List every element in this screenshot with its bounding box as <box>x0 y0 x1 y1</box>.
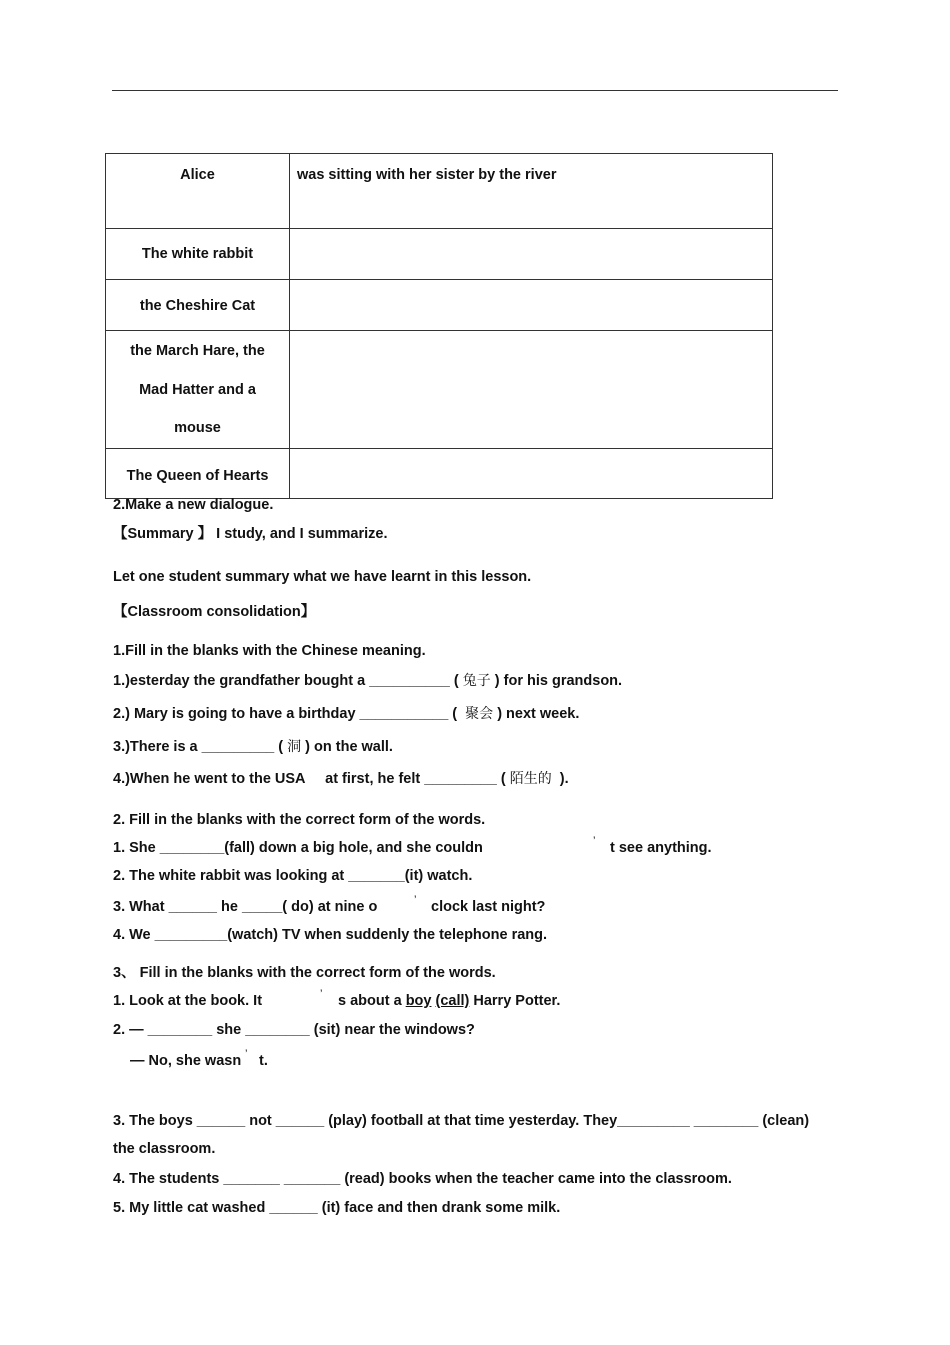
exercise-item: 4. The students _______ _______ (read) books when the teacher came into the classroom. <box>113 1171 732 1187</box>
apostrophe-mark: ’ <box>320 988 323 1000</box>
consolidation-heading: 【Classroom consolidation】 <box>113 604 316 620</box>
exercise-item: 4.)When he went to the USA at first, he felt _________ ( 陌生的 ). <box>113 771 569 787</box>
character-description-cell <box>290 154 773 229</box>
exercise-item: 3. What ______ he _____( do) at nine o <box>113 899 378 915</box>
part3-title: 3、 Fill in the blanks with the correct form of the words. <box>113 965 496 981</box>
part2-title: 2. Fill in the blanks with the correct form of the words. <box>113 812 486 828</box>
exercise-item: 2.) Mary is going to have a birthday ___________ ( 聚会 ) next week. <box>113 706 580 722</box>
exercise-item: 1. Look at the book. It <box>113 993 263 1009</box>
character-name-line: Mad Hatter and a <box>139 381 256 398</box>
summary-text: Let one student summary what we have learnt in this lesson. <box>113 569 532 585</box>
exercise-item: 3.)There is a _________ ( 洞 ) on the wall. <box>113 739 393 755</box>
exercise-item: 1.)esterday the grandfather bought a __________ ( 兔子 ) for his grandson. <box>113 673 623 689</box>
character-name: The white rabbit <box>141 246 254 262</box>
exercise-answer: — No, she wasn <box>130 1053 242 1069</box>
exercise-item-continuation: s about a boy (call) Harry Potter. <box>338 993 561 1009</box>
exercise-item: 2. The white rabbit was looking at _______(it) watch. <box>113 868 473 884</box>
dialogue-task: 2.Make a new dialogue. <box>113 497 274 513</box>
character-description-cell <box>290 229 773 280</box>
apostrophe-mark: ’ <box>593 835 596 847</box>
character-name-cell <box>106 448 290 498</box>
part1-title: 1.Fill in the blanks with the Chinese meaning. <box>113 643 426 659</box>
exercise-item: 2. — ________ she ________ (sit) near the windows? <box>113 1022 475 1038</box>
table-row <box>106 331 773 449</box>
apostrophe-mark: ’ <box>245 1048 248 1060</box>
character-name: Alice <box>180 167 215 183</box>
character-name-cell <box>106 331 290 449</box>
character-name: the Cheshire Cat <box>139 298 256 314</box>
character-name-cell <box>106 154 290 229</box>
exercise-item: 3. The boys ______ not ______ (play) football at that time yesterday. They_________ ________ (clean) <box>113 1113 810 1129</box>
apostrophe-mark: ’ <box>414 894 417 906</box>
character-name-cell <box>106 229 290 280</box>
exercise-item-continuation: the classroom. <box>113 1141 216 1157</box>
header-rule <box>112 90 838 91</box>
exercise-item-continuation: t see anything. <box>610 840 712 856</box>
character-description: was sitting with her sister by the river <box>297 167 557 183</box>
character-name-cell <box>106 280 290 331</box>
character-description-cell <box>290 280 773 331</box>
character-name-line: the March Hare, the <box>130 343 265 359</box>
character-name-line: mouse <box>174 420 221 436</box>
table-row <box>106 280 773 331</box>
summary-heading: 【Summary 】 I study, and I summarize. <box>113 526 388 542</box>
table-row <box>106 154 773 229</box>
exercise-item: 5. My little cat washed ______ (it) face and then drank some milk. <box>113 1200 561 1216</box>
exercise-answer-continuation: t. <box>259 1053 268 1069</box>
character-description-cell <box>290 448 773 498</box>
character-name: The Queen of Hearts <box>126 467 269 484</box>
character-description-cell <box>290 331 773 449</box>
table-row <box>106 448 773 498</box>
character-table <box>105 153 773 499</box>
table-row <box>106 229 773 280</box>
exercise-item: 4. We _________(watch) TV when suddenly the telephone rang. <box>113 927 548 943</box>
exercise-item: 1. She ________(fall) down a big hole, and she couldn <box>113 840 483 856</box>
exercise-item-continuation: clock last night? <box>431 899 546 915</box>
